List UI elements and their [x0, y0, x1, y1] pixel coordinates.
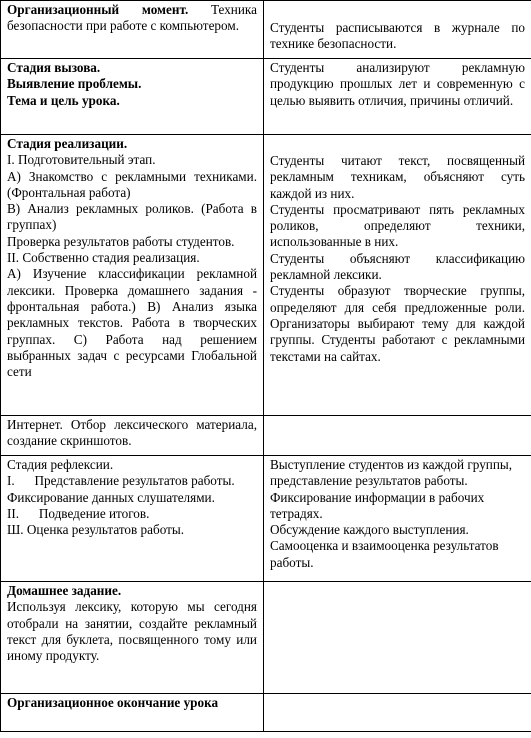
stage-paragraph: А) Изучение классификации рекламной лексики. Проверка домашнего задания - фронтальная работа.) B) Анализ языка рекламных текстов. Работа в творческих группах. C) Работа над решением выбранных задач с ресурсами Глобальной сети [7, 266, 257, 380]
activity-cell [264, 416, 531, 456]
activity-text: Студенты расписываются в журнале по технике безопасности. [270, 20, 525, 52]
stage-title: Тема и цель урока. [7, 92, 120, 108]
activity-paragraph: Выступление студентов из каждой группы, представление результатов работы. Фиксирование информации в рабочих тетрадях. [270, 457, 513, 521]
stage-text: Используя лексику, которую мы сегодня отобрали на занятии, создайте рекламный текст для буклета, посвященного тому или иному продукту. [7, 599, 257, 664]
table-row [1, 135, 531, 416]
stage-cell [1, 582, 264, 694]
activity-text: Студенты анализируют рекламную продукцию прошлых лет и современную с целью выявить отличия, причины отличий. [270, 60, 525, 108]
table-row [1, 456, 531, 582]
stage-paragraph: А) Знакомство с рекламными техниками. (Фронтальная работа) [7, 168, 257, 200]
activity-cell [264, 582, 531, 694]
activity-paragraph: Студенты образуют творческие группы, определяют для себя предложенные роли. Организаторы выбирают тему для каждой группы. Студенты работают с рекламными текстами на сайтах. [270, 283, 525, 364]
stage-cell [1, 1, 264, 59]
table-row [1, 694, 531, 732]
activity-paragraph: Самооценка и взаимооценка результатов работы. [270, 538, 499, 570]
stage-paragraph: I. Подготовительный этап. [7, 152, 156, 168]
stage-paragraph: Проверка результатов работы студентов. [7, 233, 235, 249]
stage-cell [1, 135, 264, 416]
stage-paragraph: I. Представление результатов работы. Фиксирование данных слушателями. [7, 473, 238, 505]
activity-cell [264, 694, 531, 732]
stage-paragraph: Ш. Оценка результатов работы. [7, 522, 185, 538]
stage-paragraph: B) Анализ рекламных роликов. (Работа в группах) [7, 201, 257, 233]
stage-paragraph: II. Собственно стадия реализация. [7, 250, 200, 266]
stage-title: Организационное окончание урока [7, 695, 219, 710]
activity-paragraph: Обсуждение каждого выступления. [270, 522, 469, 538]
stage-title: Домашнее задание. [7, 583, 122, 598]
activity-cell [264, 59, 531, 135]
table-row [1, 59, 531, 135]
stage-cell [1, 456, 264, 582]
activity-cell [264, 135, 531, 416]
stage-cell [1, 416, 264, 456]
activity-cell [264, 1, 531, 59]
table-row [1, 416, 531, 456]
activity-paragraph: Студенты читают текст, посвященный рекламным техникам, объясняют суть каждой из них. [270, 153, 525, 201]
table-row [1, 582, 531, 694]
stage-text: Интернет. Отбор лексического материала, создание скриншотов. [7, 417, 257, 449]
stage-cell [1, 59, 264, 135]
table-row [1, 1, 531, 59]
stage-title: Стадия реализации. [7, 136, 128, 151]
stage-cell [1, 694, 264, 732]
stage-paragraph: Стадия рефлексии. [7, 457, 114, 472]
activity-paragraph: Студенты просматривают пять рекламных роликов, определяют техники, использованные в них. [270, 201, 525, 250]
stage-paragraph: II. Подведение итогов. [7, 505, 150, 521]
activity-cell [264, 456, 531, 582]
stage-text: Техника безопасности при работе с компьютером. [7, 2, 257, 34]
stage-title: Выявление проблемы. [7, 76, 142, 92]
stage-title: Организационный момент. [7, 2, 189, 17]
stage-title: Стадия вызова. [7, 60, 101, 75]
activity-paragraph: Студенты объясняют классификацию рекламной лексики. [270, 250, 525, 283]
